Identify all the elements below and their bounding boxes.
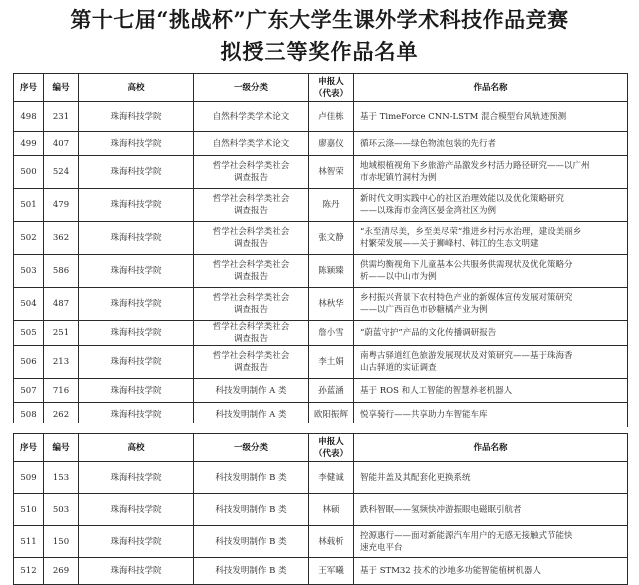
work-name-cell-line1: 基于 STM32 技术的沙地多功能智能植树机器人: [360, 566, 541, 576]
seq-cell: [14, 346, 44, 379]
applicant-cell: [309, 321, 354, 346]
applicant-cell: [309, 189, 354, 222]
seq-cell: [14, 379, 44, 403]
table-row: [14, 558, 628, 585]
work-name-cell-line2: 速充电平台: [360, 542, 403, 553]
table-row: [14, 102, 628, 132]
applicant-cell-line1: 林载析: [318, 536, 344, 547]
seq-cell: [14, 102, 44, 132]
header-applicant: [309, 434, 354, 462]
work-name-cell-line1: 地域根植视角下乡旅游产品激发乡村活力路径研究——以广州: [360, 161, 590, 171]
table-row: [14, 132, 628, 156]
category-cell-line1: 哲学社会科学类社会: [212, 194, 290, 204]
category-cell-line2: 调查报告: [233, 173, 268, 183]
work-name-cell-line2: 市赤坭镇竹洞村为例: [360, 173, 437, 183]
document-title: 第十七届“挑战杯”广东大学生课外学术科技作品竞赛: [70, 7, 569, 32]
category-cell-line1: 科技发明制作 A 类: [215, 385, 287, 396]
school-cell-line1: 珠海科技学院: [110, 111, 162, 122]
category-cell-line1: 哲学社会科学类社会: [212, 260, 290, 270]
table-1-body: [14, 102, 628, 427]
header-applicant-line1: 申报人: [318, 436, 344, 447]
work-name-cell-line2: 村繁荣发展——关于狮峰村、韩江的生态文明建: [360, 239, 539, 249]
school-cell-line1: 珠海科技学院: [110, 566, 162, 576]
work-name-cell-line1: 南粤古驿道红色旅游发展现状及对策研究——基于珠海香: [360, 351, 573, 361]
seq-cell: [14, 558, 44, 585]
school-cell: [79, 132, 194, 156]
school-cell-line1: 珠海科技学院: [110, 266, 162, 276]
work-name-cell-line1: “永至清尽美，乡至美尽荣”推进乡村污水治理，建设美丽乡: [360, 227, 582, 237]
category-cell-line1: 科技发明制作 B 类: [215, 536, 287, 547]
header-num: 编号: [44, 434, 79, 462]
work-name-cell-line1: 循环云涤——绿色物流包装的先行者: [360, 138, 497, 149]
header-applicant: [309, 74, 354, 102]
table-header-row: [14, 74, 628, 102]
applicant-cell-line1: 张文静: [318, 233, 344, 243]
seq-cell-line1: 504: [20, 299, 37, 309]
applicant-cell-line1: 陈颖臻: [318, 266, 344, 276]
table-row: [14, 346, 628, 379]
seq-cell-line1: 505: [20, 328, 37, 338]
seq-cell-line1: 511: [20, 536, 37, 547]
table-row: [14, 189, 628, 222]
school-cell: [79, 379, 194, 403]
table-row: [14, 222, 628, 255]
work-name-cell: [354, 255, 628, 288]
num-cell-line1: 153: [52, 472, 70, 483]
category-cell: [194, 288, 309, 321]
header-category: 一级分类: [194, 74, 309, 102]
school-cell-line1: 珠海科技学院: [110, 536, 162, 547]
applicant-cell: [309, 255, 354, 288]
seq-cell-line1: 506: [20, 357, 37, 367]
applicant-cell-line1: 卢佳栋: [318, 111, 344, 122]
header-seq: 序号: [14, 74, 44, 102]
num-cell: [44, 222, 79, 255]
applicant-cell: [309, 132, 354, 156]
school-cell: [79, 189, 194, 222]
header-school: 高校: [79, 74, 194, 102]
seq-cell: [14, 288, 44, 321]
applicant-cell-line1: 李土娟: [318, 357, 344, 367]
category-cell-line1: 科技发明制作 B 类: [215, 472, 287, 483]
num-cell-line1: 150: [52, 536, 70, 547]
applicant-cell: [309, 379, 354, 403]
num-cell: [44, 462, 79, 494]
table-row: [14, 321, 628, 346]
work-name-cell: [354, 222, 628, 255]
seq-cell: [14, 132, 44, 156]
school-cell-line1: 珠海科技学院: [110, 200, 162, 210]
work-name-cell-line2: 析——以中山市为例: [360, 272, 437, 282]
applicant-cell: [309, 558, 354, 585]
document-subtitle: 拟授三等奖作品名单: [220, 39, 419, 64]
category-cell-line1: 哲学社会科学类社会: [212, 351, 290, 361]
school-cell: [79, 494, 194, 526]
applicant-cell-line1: 李健诚: [318, 472, 344, 483]
school-cell-line1: 珠海科技学院: [110, 409, 162, 420]
num-cell-line1: 262: [52, 409, 70, 420]
school-cell-line1: 珠海科技学院: [110, 328, 162, 338]
work-name-cell-line1: 供需均衡视角下儿童基本公共服务供需现状及优化策略分: [360, 260, 573, 270]
work-name-cell-line1: 跌科智眠——氢频快冲游振眼电磁眠引航者: [360, 504, 522, 515]
table-header-row: [14, 434, 628, 462]
seq-cell-line1: 499: [20, 138, 37, 149]
school-cell-line1: 珠海科技学院: [110, 472, 162, 483]
category-cell-line1: 哲学社会科学类社会: [212, 322, 290, 332]
table-row: [14, 494, 628, 526]
num-cell-line1: 362: [52, 233, 70, 243]
category-cell: [194, 379, 309, 403]
table-row: [14, 156, 628, 189]
work-name-cell: [354, 462, 628, 494]
award-table-1: [13, 73, 628, 427]
seq-cell: [14, 156, 44, 189]
work-name-cell-line2: ——以广西百色市砂糖橘产业为例: [360, 305, 488, 315]
num-cell: [44, 346, 79, 379]
seq-cell: [14, 321, 44, 346]
seq-cell-line1: 512: [20, 566, 37, 576]
school-cell-line1: 珠海科技学院: [110, 357, 162, 367]
work-name-cell-line1: 基于 TimeForce CNN-LSTM 混合模型台风轨迹预测: [360, 111, 567, 122]
category-cell: [194, 526, 309, 558]
category-cell: [194, 255, 309, 288]
seq-cell-line1: 508: [20, 409, 37, 420]
num-cell-line1: 407: [52, 138, 70, 149]
category-cell-line2: 调查报告: [233, 334, 268, 344]
work-name-cell: [354, 132, 628, 156]
school-cell-line1: 珠海科技学院: [110, 167, 162, 177]
work-name-cell-line2: ——以珠海市金湾区晏金湾社区为例: [360, 206, 497, 216]
seq-cell-line1: 498: [20, 111, 37, 122]
work-name-cell-line1: “蔚蓝守护”产品的文化传播调研报告: [360, 328, 497, 338]
header-applicant-line1: 申报人: [318, 76, 344, 87]
header-school: 高校: [79, 434, 194, 462]
applicant-cell-line1: 欧阳振辉: [313, 409, 348, 420]
num-cell: [44, 288, 79, 321]
category-cell-line1: 哲学社会科学类社会: [212, 227, 290, 237]
category-cell: [194, 346, 309, 379]
header-applicant-line2: （代表）: [313, 448, 348, 459]
school-cell: [79, 156, 194, 189]
num-cell-line1: 487: [52, 299, 70, 309]
applicant-cell: [309, 494, 354, 526]
work-name-cell-line1: 基于 ROS 和人工智能的智慧养老机器人: [360, 385, 513, 396]
category-cell-line1: 科技发明制作 B 类: [215, 504, 287, 515]
table-row: [14, 379, 628, 403]
seq-cell: [14, 494, 44, 526]
applicant-cell: [309, 102, 354, 132]
work-name-cell: [354, 346, 628, 379]
category-cell-line2: 调查报告: [233, 363, 268, 373]
table-row: [14, 255, 628, 288]
applicant-cell: [309, 526, 354, 558]
seq-cell: [14, 189, 44, 222]
school-cell: [79, 102, 194, 132]
num-cell-line1: 524: [52, 167, 70, 177]
table-row: [14, 526, 628, 558]
category-cell-line1: 哲学社会科学类社会: [212, 161, 290, 171]
category-cell-line2: 调查报告: [233, 272, 268, 282]
table-2-body: [14, 462, 628, 585]
work-name-cell: [354, 321, 628, 346]
seq-cell: [14, 462, 44, 494]
num-cell-line1: 251: [52, 328, 70, 338]
school-cell-line1: 珠海科技学院: [110, 233, 162, 243]
work-name-cell-line1: 智能井盖及其配套化更换系统: [360, 472, 471, 483]
seq-cell-line1: 509: [20, 472, 37, 483]
header-seq: 序号: [14, 434, 44, 462]
seq-cell: [14, 222, 44, 255]
table-row: [14, 462, 628, 494]
applicant-cell-line1: 孙蓝涵: [318, 385, 344, 396]
num-cell: [44, 132, 79, 156]
category-cell-line2: 调查报告: [233, 239, 268, 249]
num-cell: [44, 526, 79, 558]
seq-cell-line1: 510: [20, 504, 37, 515]
award-table-2: [13, 433, 628, 585]
num-cell-line1: 269: [52, 566, 70, 576]
category-cell-line1: 自然科学类学术论文: [212, 138, 290, 149]
school-cell: [79, 255, 194, 288]
num-cell-line1: 503: [52, 504, 70, 515]
num-cell: [44, 558, 79, 585]
school-cell-line1: 珠海科技学院: [110, 299, 162, 309]
work-name-cell: [354, 102, 628, 132]
header-category: 一级分类: [194, 434, 309, 462]
seq-cell-line1: 507: [20, 385, 37, 396]
num-cell-line1: 213: [52, 357, 70, 367]
work-name-cell-line2: 山古驿道的实证调查: [360, 363, 437, 373]
work-name-cell: [354, 494, 628, 526]
num-cell: [44, 189, 79, 222]
seq-cell-line1: 503: [20, 266, 37, 276]
work-name-cell: [354, 288, 628, 321]
school-cell-line1: 珠海科技学院: [110, 138, 162, 149]
work-name-cell-line1: 悦享骑行——共享助力车智能车库: [360, 409, 488, 420]
header-applicant-line2: （代表）: [313, 88, 348, 99]
table-gap: [13, 423, 627, 431]
num-cell: [44, 102, 79, 132]
work-name-cell: [354, 156, 628, 189]
category-cell: [194, 132, 309, 156]
category-cell: [194, 189, 309, 222]
category-cell: [194, 102, 309, 132]
header-name: 作品名称: [354, 74, 628, 102]
applicant-cell: [309, 288, 354, 321]
seq-cell-line1: 501: [20, 200, 37, 210]
table-row: [14, 288, 628, 321]
school-cell: [79, 558, 194, 585]
category-cell-line1: 科技发明制作 B 类: [215, 566, 287, 576]
work-name-cell: [354, 526, 628, 558]
school-cell: [79, 526, 194, 558]
header-num: 编号: [44, 74, 79, 102]
school-cell-line1: 珠海科技学院: [110, 504, 162, 515]
applicant-cell: [309, 346, 354, 379]
school-cell: [79, 321, 194, 346]
category-cell-line2: 调查报告: [233, 305, 268, 315]
applicant-cell: [309, 222, 354, 255]
category-cell-line1: 哲学社会科学类社会: [212, 293, 290, 303]
seq-cell: [14, 526, 44, 558]
num-cell-line1: 586: [52, 266, 70, 276]
header-name: 作品名称: [354, 434, 628, 462]
applicant-cell-line1: 廖嘉仪: [318, 138, 344, 149]
category-cell-line2: 调查报告: [233, 206, 268, 216]
num-cell: [44, 255, 79, 288]
school-cell-line1: 珠海科技学院: [110, 385, 162, 396]
applicant-cell-line1: 陈丹: [322, 200, 340, 210]
category-cell: [194, 462, 309, 494]
category-cell: [194, 494, 309, 526]
num-cell-line1: 716: [52, 385, 70, 396]
seq-cell-line1: 500: [20, 167, 37, 177]
work-name-cell-line1: 控源惠行——面对新能源汽车用户的无感无接触式节能快: [360, 530, 573, 541]
category-cell: [194, 156, 309, 189]
seq-cell-line1: 502: [20, 233, 37, 243]
applicant-cell: [309, 156, 354, 189]
category-cell: [194, 222, 309, 255]
school-cell: [79, 462, 194, 494]
num-cell-line1: 479: [52, 200, 70, 210]
applicant-cell-line1: 王军曦: [318, 566, 344, 576]
school-cell: [79, 222, 194, 255]
seq-cell: [14, 255, 44, 288]
category-cell: [194, 321, 309, 346]
num-cell: [44, 379, 79, 403]
school-cell: [79, 346, 194, 379]
category-cell-line1: 自然科学类学术论文: [212, 111, 290, 122]
category-cell: [194, 558, 309, 585]
applicant-cell-line1: 林智荣: [318, 167, 344, 177]
num-cell: [44, 494, 79, 526]
work-name-cell: [354, 189, 628, 222]
applicant-cell-line1: 林硕: [322, 504, 340, 515]
applicant-cell-line1: 詹小雪: [318, 328, 344, 338]
work-name-cell-line1: 新时代文明实践中心的社区治理效能以及优化策略研究: [360, 194, 565, 204]
num-cell: [44, 156, 79, 189]
work-name-cell-line1: 乡村振兴背景下农村特色产业的新媒体宣传发展对策研究: [360, 293, 573, 303]
work-name-cell: [354, 558, 628, 585]
applicant-cell-line1: 林秋华: [318, 299, 344, 309]
num-cell-line1: 231: [52, 111, 70, 122]
work-name-cell: [354, 379, 628, 403]
applicant-cell: [309, 462, 354, 494]
num-cell: [44, 321, 79, 346]
school-cell: [79, 288, 194, 321]
category-cell-line1: 科技发明制作 A 类: [215, 409, 287, 420]
